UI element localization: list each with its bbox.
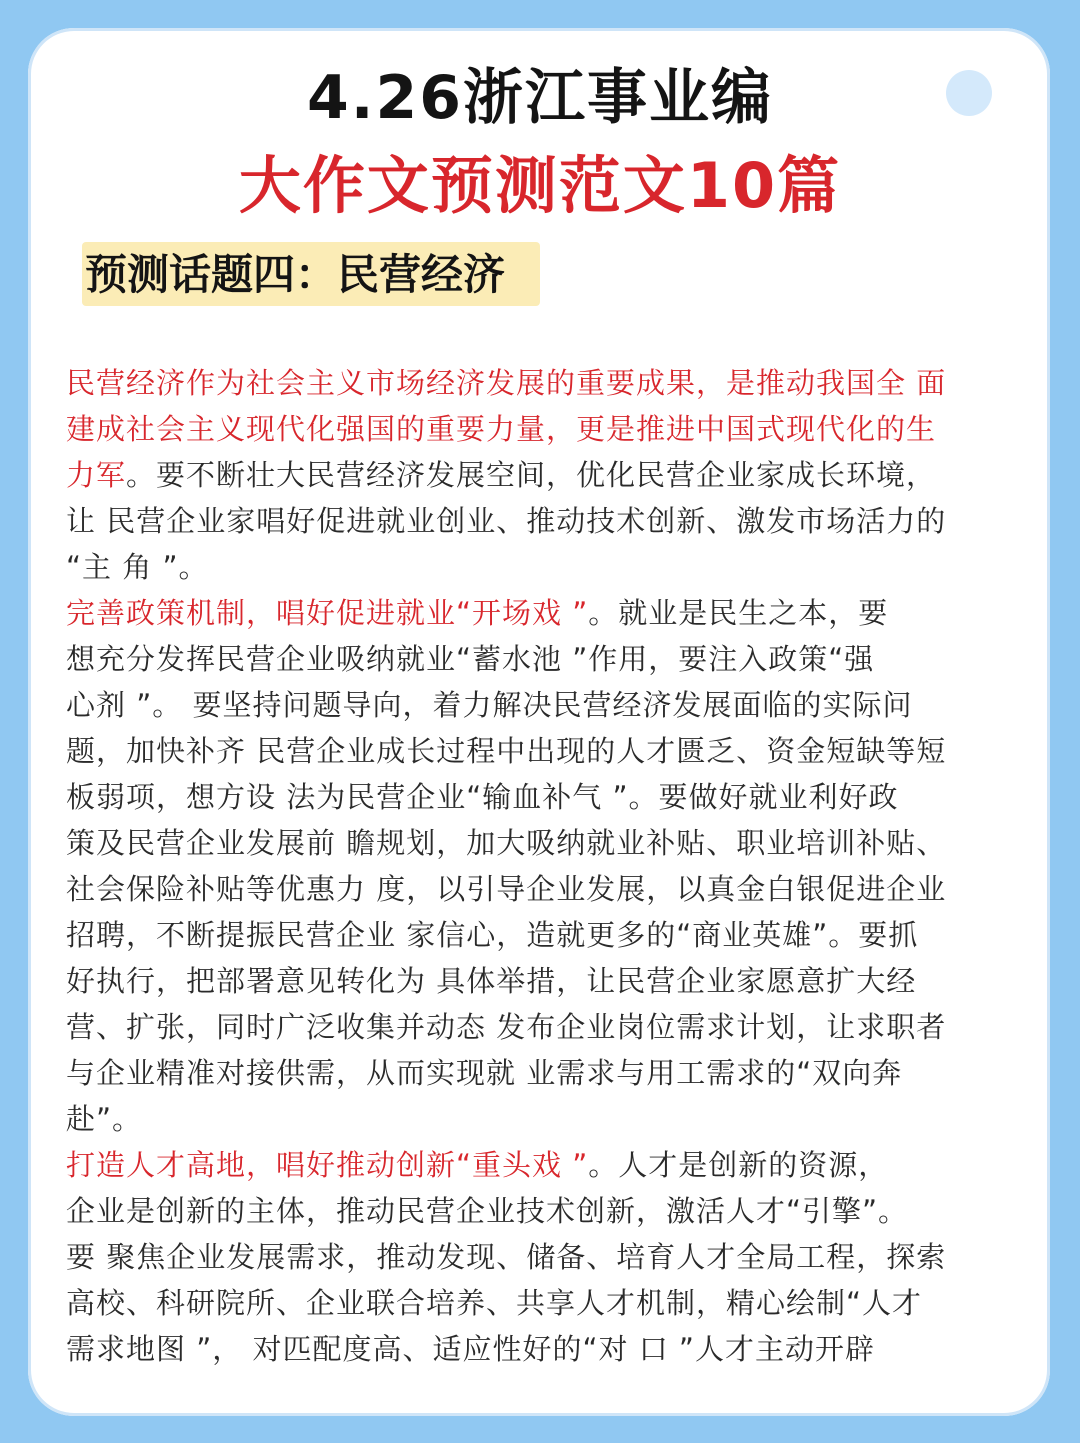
body-text: 让 民营企业家唱好促进就业创业、推动技术创新、激发市场活力的 xyxy=(66,504,947,538)
body-text: “主 角 ”。 xyxy=(66,550,209,584)
article-line xyxy=(66,1050,1010,1096)
body-text: 营、扩张，同时广泛收集并动态 发布企业岗位需求计划，让求职者 xyxy=(66,1010,947,1044)
body-text: 高校、科研院所、企业联合培养、共享人才机制，精心绘制“人才 xyxy=(66,1286,923,1320)
body-text: 策及民营企业发展前 瞻规划，加大吸纳就业补贴、职业培训补贴、 xyxy=(66,826,947,860)
article-line xyxy=(66,728,1010,774)
article-line xyxy=(66,590,1010,636)
article-line xyxy=(66,1004,1010,1050)
article-line xyxy=(66,866,1010,912)
article-line xyxy=(66,636,1010,682)
body-text: 。就业是民生之本，要 xyxy=(588,596,889,630)
article-line xyxy=(66,360,1010,406)
highlight-text: 完善政策机制，唱好促进就业“开场戏 ” xyxy=(66,596,589,630)
body-text: 想充分发挥民营企业吸纳就业“蓄水池 ”作用，要注入政策“强 xyxy=(66,642,875,676)
article-line xyxy=(66,498,1010,544)
article-line xyxy=(66,1142,1010,1188)
highlight-text: 民营经济作为社会主义市场经济发展的重要成果，是推动我国全 面 xyxy=(66,366,947,400)
body-text: 企业是创新的主体，推动民营企业技术创新，激活人才“引擎”。 xyxy=(66,1194,909,1228)
page-title: 4.26浙江事业编 xyxy=(306,63,774,133)
body-text: 板弱项，想方设 法为民营企业“输血补气 ”。要做好就业利好政 xyxy=(66,780,899,814)
article-line xyxy=(66,406,1010,452)
highlight-text: 建成社会主义现代化强国的重要力量，更是推进中国式现代化的生 xyxy=(66,412,937,446)
body-text: 要 聚焦企业发展需求，推动发现、储备、培育人才全局工程，探索 xyxy=(66,1240,947,1274)
body-text: 。人才是创新的资源， xyxy=(588,1148,889,1182)
body-text: 需求地图 ”， 对匹配度高、适应性好的“对 口 ”人才主动开辟 xyxy=(66,1332,875,1366)
article-line xyxy=(66,1326,1010,1372)
article-line xyxy=(66,1096,1010,1142)
body-text: 与企业精准对接供需，从而实现就 业需求与用工需求的“双向奔 xyxy=(66,1056,903,1090)
article-line xyxy=(66,682,1010,728)
article-line xyxy=(66,774,1010,820)
highlight-text: 力军 xyxy=(66,458,127,492)
article-line xyxy=(66,452,1010,498)
body-text: 招聘，不断提振民营企业 家信心，造就更多的“商业英雄”。要抓 xyxy=(66,918,919,952)
body-text: 社会保险补贴等优惠力 度，以引导企业发展，以真金白银促进企业 xyxy=(66,872,947,906)
body-text: 题，加快补齐 民营企业成长过程中出现的人才匮乏、资金短缺等短 xyxy=(66,734,947,768)
article-line xyxy=(66,1188,1010,1234)
article-line xyxy=(66,912,1010,958)
article-line xyxy=(66,820,1010,866)
article-body xyxy=(66,360,1010,1372)
body-text: 心剂 ”。 要坚持问题导向，着力解决民营经济发展面临的实际问 xyxy=(66,688,913,722)
body-text: 。要不断壮大民营经济发展空间，优化民营企业家成长环境， xyxy=(126,458,937,492)
page-subtitle: 大作文预测范文10篇 xyxy=(238,149,842,222)
article-line xyxy=(66,1234,1010,1280)
body-text: 赴”。 xyxy=(66,1102,143,1136)
highlight-text: 打造人才高地，唱好推动创新“重头戏 ” xyxy=(66,1148,589,1182)
article-line xyxy=(66,544,1010,590)
body-text: 好执行，把部署意见转化为 具体举措，让民营企业家愿意扩大经 xyxy=(66,964,917,998)
article-line xyxy=(66,1280,1010,1326)
article-line xyxy=(66,958,1010,1004)
topic-label: 预测话题四：民营经济 xyxy=(85,250,506,299)
